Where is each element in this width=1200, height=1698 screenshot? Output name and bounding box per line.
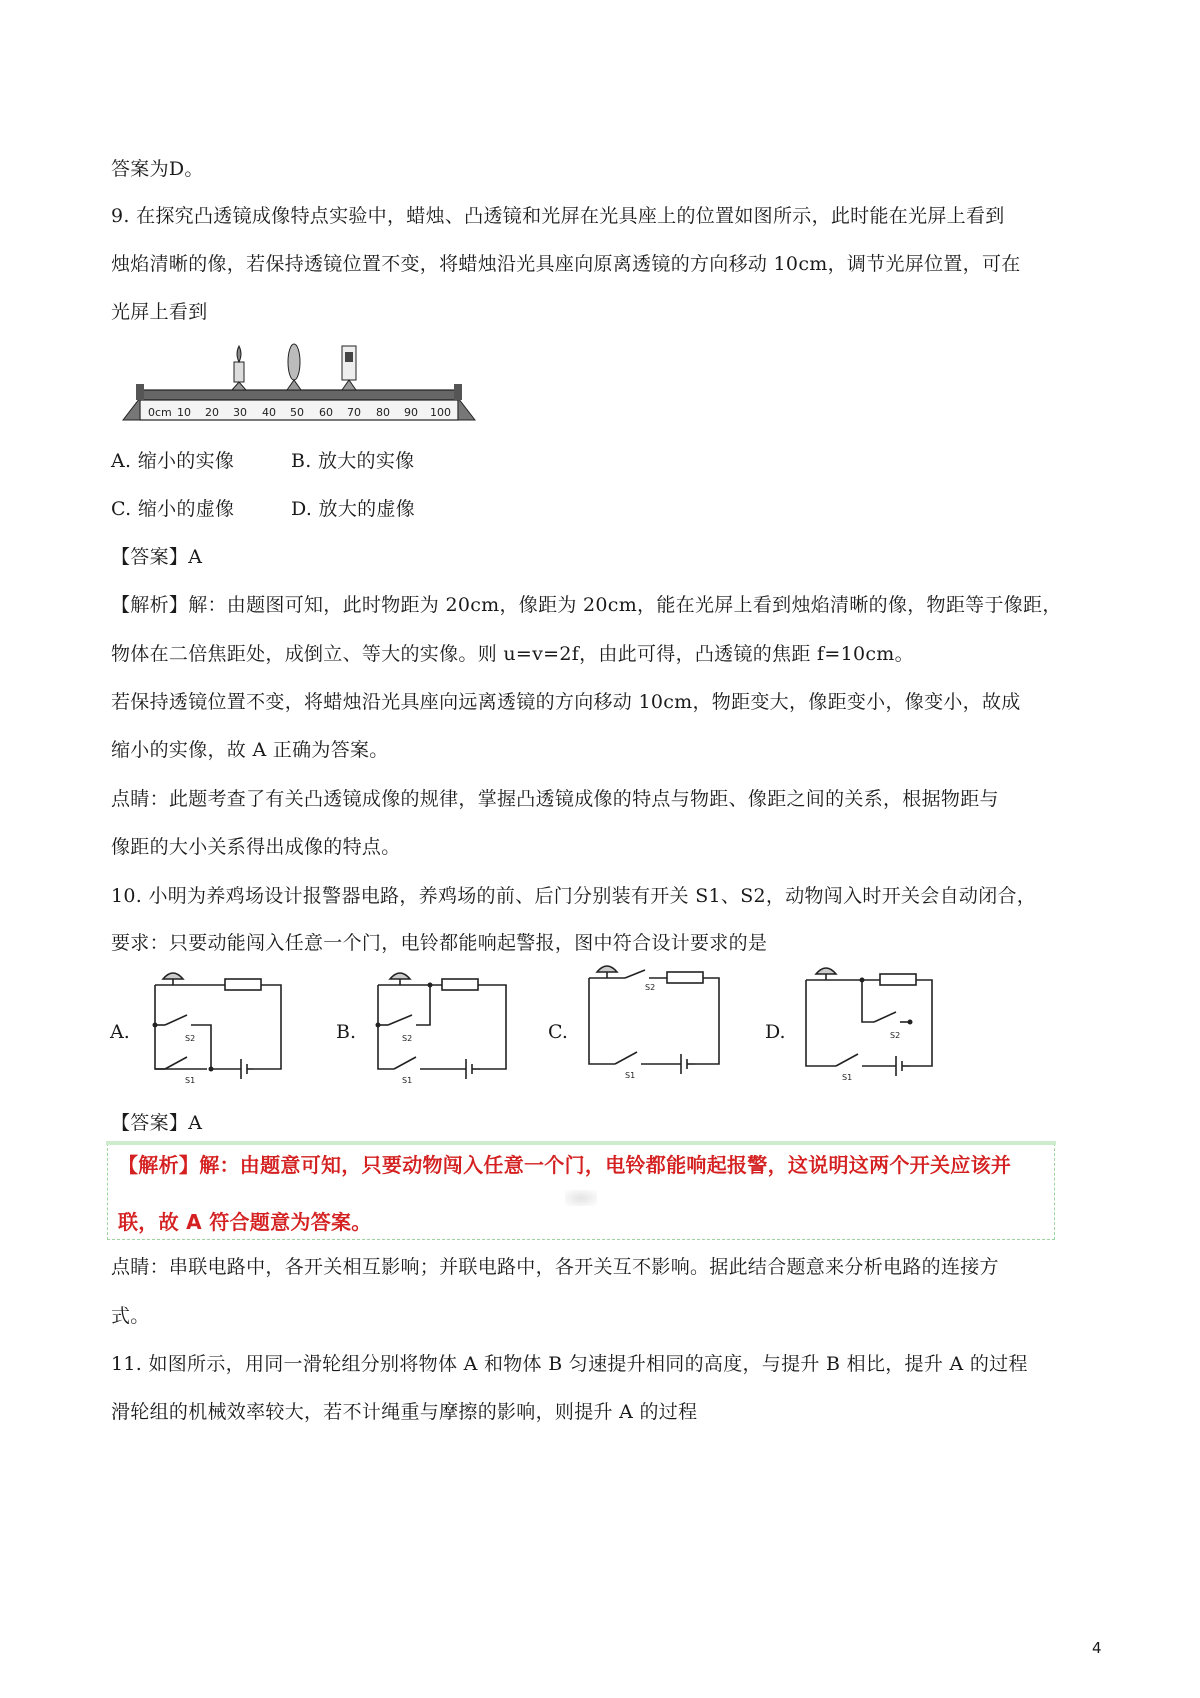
circuit-diagram-a xyxy=(145,965,285,1085)
question-11-line: 11. 如图所示，用同一滑轮组分别将物体 A 和物体 B 匀速提升相同的高度，与提升 B 相比，提升 A 的过程 xyxy=(111,1353,1028,1375)
switch-s2-label: S2 xyxy=(402,1034,413,1043)
bench-tick-label: 30 xyxy=(233,406,247,419)
switch-s1-label: S1 xyxy=(402,1076,413,1085)
candle-icon xyxy=(232,346,246,390)
comment-9-line: 点睛：此题考查了有关凸透镜成像的规律，掌握凸透镜成像的特点与物距、像距之间的关系，根据物距与 xyxy=(111,788,999,810)
option-a: A. 缩小的实像 xyxy=(111,450,235,472)
switch-s1-label: S1 xyxy=(842,1073,853,1082)
answer-10: 【答案】A xyxy=(111,1112,203,1134)
analysis-10-line: 【解析】解：由题意可知，只要动物闯入任意一个门，电铃都能响起报警，这说明这两个开关应该并 xyxy=(118,1153,1012,1177)
light-screen-icon xyxy=(342,346,356,390)
bench-tick-label: 20 xyxy=(205,406,219,419)
bench-tick-label: 40 xyxy=(262,406,276,419)
switch-s2-label: S2 xyxy=(890,1031,901,1040)
circuit-diagram-c xyxy=(585,960,725,1080)
convex-lens-icon xyxy=(287,344,301,390)
page-number: 4 xyxy=(1092,1639,1102,1657)
circuit-diagram-d xyxy=(800,962,940,1082)
bench-tick-label: 90 xyxy=(404,406,418,419)
circuit-option-label: D. xyxy=(765,1021,786,1043)
option-b: B. 放大的实像 xyxy=(291,450,415,472)
circuit-option-label: A. xyxy=(110,1021,130,1043)
circuit-option-label: B. xyxy=(336,1021,357,1043)
switch-s2-label: S2 xyxy=(645,983,656,992)
option-d: D. 放大的虚像 xyxy=(291,498,416,520)
bench-tick-label: 100 xyxy=(430,406,451,419)
question-9-line: 9. 在探究凸透镜成像特点实验中，蜡烛、凸透镜和光屏在光具座上的位置如图所示，此时能在光屏上看到 xyxy=(111,205,1005,227)
switch-s1-label: S1 xyxy=(185,1076,196,1085)
question-11-line: 滑轮组的机械效率较大，若不计绳重与摩擦的影响，则提升 A 的过程 xyxy=(111,1401,698,1423)
bench-tick-label: 80 xyxy=(376,406,390,419)
analysis-9-line: 若保持透镜位置不变，将蜡烛沿光具座向远离透镜的方向移动 10cm，物距变大，像距变小，像变小，故成 xyxy=(111,691,1021,713)
text-line: 答案为D。 xyxy=(111,158,204,180)
question-9-line: 光屏上看到 xyxy=(111,301,208,323)
question-10-line: 10. 小明为养鸡场设计报警器电路，养鸡场的前、后门分别装有开关 S1、S2，动物闯入时开关会自动闭合， xyxy=(111,885,1037,907)
analysis-9-line: 缩小的实像，故 A 正确为答案。 xyxy=(111,739,389,761)
analysis-10-line: 联，故 A 符合题意为答案。 xyxy=(118,1210,372,1234)
question-9-line: 烛焰清晰的像，若保持透镜位置不变，将蜡烛沿光具座向原离透镜的方向移动 10cm，调节光屏位置，可在 xyxy=(111,253,1021,275)
answer-9: 【答案】A xyxy=(111,546,203,568)
comment-9-line: 像距的大小关系得出成像的特点。 xyxy=(111,836,401,858)
circuit-diagram-b xyxy=(372,965,512,1085)
analysis-9-line: 【解析】解：由题图可知，此时物距为 20cm，像距为 20cm，能在光屏上看到烛焰清晰的像，物距等于像距， xyxy=(111,594,1062,616)
switch-s2-label: S2 xyxy=(185,1034,196,1043)
bench-tick-label: 70 xyxy=(347,406,361,419)
bench-tick-label: 50 xyxy=(290,406,304,419)
switch-s1-label: S1 xyxy=(625,1071,636,1080)
comment-10-line: 点睛：串联电路中，各开关相互影响；并联电路中，各开关互不影响。据此结合题意来分析电路的连接方 xyxy=(111,1256,999,1278)
question-10-line: 要求：只要动能闯入任意一个门，电铃都能响起警报，图中符合设计要求的是 xyxy=(111,932,768,954)
option-c: C. 缩小的虚像 xyxy=(111,498,235,520)
bench-tick-label: 60 xyxy=(319,406,333,419)
analysis-9-line: 物体在二倍焦距处，成倒立、等大的实像。则 u=v=2f，由此可得，凸透镜的焦距 f=10cm。 xyxy=(111,643,914,665)
optical-bench-figure xyxy=(118,340,488,432)
comment-10-line: 式。 xyxy=(111,1305,150,1327)
bench-tick-label: 0cm xyxy=(148,406,172,419)
circuit-option-label: C. xyxy=(548,1021,568,1043)
scan-smudge xyxy=(565,1190,597,1206)
bench-tick-label: 10 xyxy=(177,406,191,419)
